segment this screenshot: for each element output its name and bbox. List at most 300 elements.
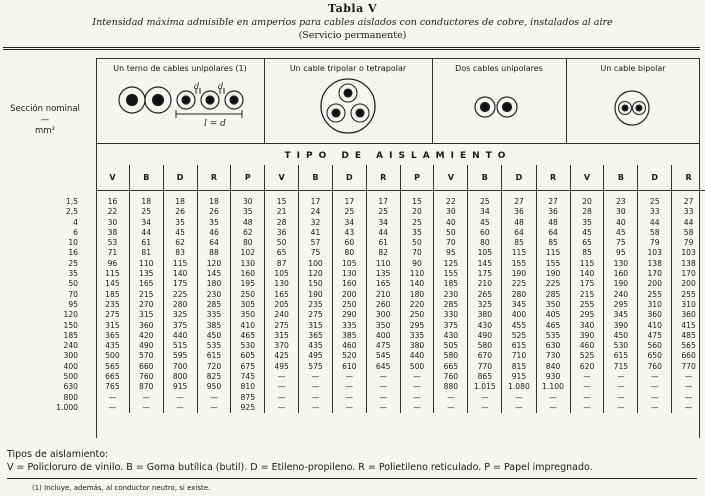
- table-cell: 360: [129, 321, 163, 331]
- terno-cables-icon: [112, 80, 252, 140]
- table-row: [96, 382, 705, 392]
- table-cell: —: [299, 372, 333, 382]
- table-cell: 17: [366, 191, 400, 208]
- table-cell: 50: [265, 238, 299, 248]
- table-cell: 140: [163, 269, 197, 279]
- table-cell: 155: [434, 269, 468, 279]
- column-header: P: [231, 165, 265, 191]
- table-cell: 50: [434, 228, 468, 238]
- table-cell: 20: [400, 207, 434, 217]
- table-cell: 170: [672, 269, 705, 279]
- table-cell: 915: [163, 382, 197, 392]
- table-cell: —: [400, 393, 434, 403]
- table-cell: 24: [299, 207, 333, 217]
- table-cell: 280: [163, 300, 197, 310]
- table-cell: 28: [265, 218, 299, 228]
- table-cell: —: [108, 392, 117, 402]
- table-cell: 315: [299, 321, 333, 331]
- table-cell: 370: [265, 341, 299, 351]
- section-value: 150: [63, 320, 78, 330]
- table-cell: 495: [299, 351, 333, 361]
- table-cell: 200: [638, 279, 672, 289]
- table-cell: 44: [366, 228, 400, 238]
- table-cell: 185: [434, 279, 468, 289]
- tripolar-cable-icon: [318, 76, 378, 136]
- group-sep-1: [264, 58, 265, 143]
- svg-text:d: d: [194, 82, 200, 91]
- table-cell: 300: [366, 310, 400, 320]
- svg-text:l = d: l = d: [204, 119, 226, 129]
- table-cell: 48: [536, 218, 570, 228]
- table-row: [96, 393, 705, 403]
- table-cell: 815: [502, 362, 536, 372]
- table-cell: —: [332, 372, 366, 382]
- table-cell: —: [129, 393, 163, 403]
- table-cell: 48: [502, 218, 536, 228]
- table-cell: 435: [105, 341, 120, 351]
- table-cell: —: [570, 393, 604, 403]
- table-cell: 26: [163, 207, 197, 217]
- table-cell: 720: [197, 362, 231, 372]
- table-cell: 285: [197, 300, 231, 310]
- table-cell: 520: [332, 351, 366, 361]
- table-cell: 410: [231, 321, 265, 331]
- table-cell: 175: [570, 279, 604, 289]
- table-cell: 190: [502, 269, 536, 279]
- table-cell: 57: [299, 238, 333, 248]
- table-cell: 365: [299, 331, 333, 341]
- table-cell: 62: [163, 238, 197, 248]
- table-cell: 295: [400, 321, 434, 331]
- table-cell: 58: [638, 228, 672, 238]
- column-header: R: [366, 165, 400, 191]
- column-header: V: [96, 165, 129, 191]
- table-cell: 130: [265, 279, 299, 289]
- table-cell: 195: [231, 279, 265, 289]
- table-cell: 60: [332, 238, 366, 248]
- table-cell: 490: [129, 341, 163, 351]
- table-cell: 15: [265, 191, 299, 208]
- table-cell: 180: [400, 290, 434, 300]
- table-cell: 460: [570, 341, 604, 351]
- table-cell: 350: [366, 321, 400, 331]
- table-cell: 225: [502, 279, 536, 289]
- table-cell: 715: [604, 362, 638, 372]
- table-cell: 340: [570, 321, 604, 331]
- table-cell: 275: [105, 310, 120, 320]
- table-row: [96, 300, 705, 310]
- table-cell: 35: [197, 218, 231, 228]
- table-cell: 760: [434, 372, 468, 382]
- section-value: 185: [63, 330, 78, 340]
- table-cell: 130: [231, 259, 265, 269]
- table-cell: 430: [468, 321, 502, 331]
- table-cell: 595: [163, 351, 197, 361]
- table-cell: 360: [672, 310, 705, 320]
- table-row: [96, 290, 705, 300]
- table-cell: 65: [265, 248, 299, 258]
- table-cell: 115: [105, 269, 120, 279]
- column-header: B: [299, 165, 333, 191]
- top-rule-double: [3, 49, 700, 50]
- table-cell: 25: [366, 207, 400, 217]
- table-cell: —: [604, 382, 638, 392]
- section-value: 70: [68, 289, 78, 299]
- table-cell: 280: [502, 290, 536, 300]
- table-row: [96, 259, 705, 269]
- table-cell: —: [434, 393, 468, 403]
- table-row: [96, 228, 705, 238]
- table-cell: 400: [366, 331, 400, 341]
- table-cell: 130: [604, 259, 638, 269]
- table-cell: 30: [107, 217, 118, 227]
- table-cell: —: [604, 393, 638, 403]
- table-cell: —: [332, 403, 366, 413]
- table-cell: 875: [231, 393, 265, 403]
- table-cell: 32: [299, 218, 333, 228]
- table-cell: 110: [400, 269, 434, 279]
- column-header: R: [672, 165, 705, 191]
- table-cell: 475: [366, 341, 400, 351]
- table-cell: 16: [107, 197, 118, 206]
- table-cell: —: [265, 382, 299, 392]
- table-cell: 20: [570, 191, 604, 208]
- table-cell: —: [265, 372, 299, 382]
- table-cell: —: [536, 393, 570, 403]
- table-cell: 455: [502, 321, 536, 331]
- table-cell: 315: [265, 331, 299, 341]
- table-row: [96, 372, 705, 382]
- section-value: 10: [68, 238, 78, 248]
- table-cell: —: [299, 393, 333, 403]
- table-cell: 230: [434, 290, 468, 300]
- table-cell: —: [468, 393, 502, 403]
- bipolar-cable-icon: [612, 88, 652, 128]
- table-cell: —: [604, 403, 638, 413]
- table-cell: 36: [265, 228, 299, 238]
- table-cell: 505: [434, 341, 468, 351]
- table-cell: 145: [197, 269, 231, 279]
- table-cell: 64: [197, 238, 231, 248]
- table-cell: 565: [672, 341, 705, 351]
- table-cell: 240: [604, 290, 638, 300]
- table-cell: 380: [468, 310, 502, 320]
- table-cell: 175: [468, 269, 502, 279]
- table-row: [96, 310, 705, 320]
- table-cell: 425: [265, 351, 299, 361]
- table-cell: —: [129, 403, 163, 413]
- table-cell: 36: [502, 207, 536, 217]
- legend-heading: Tipos de aislamiento:: [7, 449, 109, 460]
- section-value: 6: [73, 227, 78, 237]
- table-cell: 220: [400, 300, 434, 310]
- legend-text: V = Policloruro de vinilo. B = Goma butílica (butil). D = Etileno-propileno. R = Polietileno reticulado. P = Papel impregnado.: [7, 462, 593, 473]
- table-cell: 450: [197, 331, 231, 341]
- group-sep-2: [432, 58, 433, 143]
- table-cell: 64: [502, 228, 536, 238]
- table-cell: 865: [468, 372, 502, 382]
- table-row: [96, 191, 705, 208]
- table-cell: 840: [536, 362, 570, 372]
- table-cell: —: [638, 393, 672, 403]
- table-cell: —: [366, 382, 400, 392]
- table-cell: 110: [129, 259, 163, 269]
- table-cell: 485: [672, 331, 705, 341]
- table-cell: 65: [570, 238, 604, 248]
- table-cell: 35: [163, 218, 197, 228]
- table-cell: —: [366, 403, 400, 413]
- table-cell: 530: [604, 341, 638, 351]
- table-cell: 155: [502, 259, 536, 269]
- table-cell: 580: [434, 351, 468, 361]
- table-cell: 100: [299, 259, 333, 269]
- table-row: [96, 321, 705, 331]
- table-cell: 315: [105, 320, 120, 330]
- table-cell: 200: [332, 290, 366, 300]
- table-cell: 160: [231, 269, 265, 279]
- table-cell: 700: [163, 362, 197, 372]
- table-cell: 800: [163, 372, 197, 382]
- table-cell: 70: [434, 238, 468, 248]
- table-row: [96, 269, 705, 279]
- column-header: D: [502, 165, 536, 191]
- column-header: B: [129, 165, 163, 191]
- table-cell: 335: [332, 321, 366, 331]
- table-cell: 250: [231, 290, 265, 300]
- table-cell: 1.100: [536, 382, 570, 392]
- table-cell: 115: [163, 259, 197, 269]
- table-cell: 770: [468, 362, 502, 372]
- table-cell: 225: [163, 290, 197, 300]
- group-label-tripolar: Un cable tripolar o tetrapolar: [289, 64, 407, 73]
- table-cell: —: [672, 393, 705, 403]
- table-cell: 22: [107, 207, 118, 217]
- table-cell: 115: [536, 248, 570, 258]
- table-cell: 80: [468, 238, 502, 248]
- group-label-bipolar: Un cable bipolar: [600, 64, 666, 73]
- table-cell: 180: [197, 279, 231, 289]
- table-cell: 430: [434, 331, 468, 341]
- table-cell: 190: [536, 269, 570, 279]
- table-cell: 285: [536, 290, 570, 300]
- table-cell: 15: [400, 191, 434, 208]
- section-value: 500: [63, 372, 78, 382]
- table-cell: 950: [197, 382, 231, 392]
- table-cell: 110: [366, 259, 400, 269]
- table-cell: 385: [332, 331, 366, 341]
- table-cell: 560: [638, 341, 672, 351]
- table-cell: 770: [672, 362, 705, 372]
- table-cell: 240: [265, 310, 299, 320]
- table-cell: 138: [638, 259, 672, 269]
- column-header: V: [434, 165, 468, 191]
- table-cell: 525: [570, 351, 604, 361]
- group-label-terno: Un terno de cables unipolares (1): [113, 64, 247, 73]
- table-cell: 18: [129, 191, 163, 208]
- column-header: P: [400, 165, 434, 191]
- table-cell: 33: [672, 207, 705, 217]
- table-cell: 305: [231, 300, 265, 310]
- table-cell: 675: [231, 362, 265, 372]
- group-label-dos-unipolares: Dos cables unipolares: [455, 64, 543, 73]
- table-cell: —: [366, 393, 400, 403]
- table-cell: 465: [536, 321, 570, 331]
- table-cell: 81: [129, 248, 163, 258]
- legend: [7, 448, 593, 474]
- table-cell: 36: [536, 207, 570, 217]
- table-cell: 200: [672, 279, 705, 289]
- table-cell: 135: [366, 269, 400, 279]
- table-cell: 235: [299, 300, 333, 310]
- table-cell: 27: [502, 191, 536, 208]
- table-cell: 275: [299, 310, 333, 320]
- table-cell: 61: [129, 238, 163, 248]
- table-row: [96, 238, 705, 248]
- table-cell: 435: [299, 341, 333, 351]
- table-cell: 64: [536, 228, 570, 238]
- column-header: D: [163, 165, 197, 191]
- table-cell: 35: [231, 207, 265, 217]
- table-cell: 660: [129, 362, 163, 372]
- table-cell: 71: [107, 248, 118, 258]
- table-cell: 62: [231, 228, 265, 238]
- table-cell: 575: [299, 362, 333, 372]
- table-cell: 30: [604, 207, 638, 217]
- table-cell: 105: [468, 248, 502, 258]
- table-cell: 615: [604, 351, 638, 361]
- table-cell: 215: [129, 290, 163, 300]
- table-cell: 225: [536, 279, 570, 289]
- svg-text:d: d: [218, 82, 224, 91]
- table-cell: 235: [105, 299, 120, 309]
- table-cell: 44: [129, 228, 163, 238]
- group-sep-3: [566, 58, 567, 143]
- top-rule: [3, 47, 700, 48]
- table-cell: 380: [400, 341, 434, 351]
- table-subtitle: Intensidad máxima admisible en amperios para cables aislados con conductores de cobre, instalados al aire: [92, 17, 613, 28]
- table-cell: —: [672, 382, 705, 392]
- table-cell: 88: [197, 248, 231, 258]
- table-cell: —: [468, 403, 502, 413]
- table-cell: 140: [570, 269, 604, 279]
- table-cell: 34: [332, 218, 366, 228]
- table-cell: —: [163, 403, 197, 413]
- table-cell: 34: [129, 218, 163, 228]
- table-cell: 82: [366, 248, 400, 258]
- table-cell: 275: [265, 321, 299, 331]
- table-cell: —: [672, 403, 705, 413]
- table-cell: 475: [638, 331, 672, 341]
- table-cell: 150: [299, 279, 333, 289]
- table-cell: 46: [197, 228, 231, 238]
- table-row: [96, 248, 705, 258]
- table-cell: 30: [231, 191, 265, 208]
- table-cell: 21: [265, 207, 299, 217]
- footnote-rule: [7, 478, 697, 479]
- table-cell: 17: [299, 191, 333, 208]
- table-cell: —: [570, 382, 604, 392]
- table-cell: 28: [570, 207, 604, 217]
- section-value: 800: [63, 392, 78, 402]
- table-cell: 155: [536, 259, 570, 269]
- section-column: [38, 197, 78, 413]
- table-cell: 250: [400, 310, 434, 320]
- table-cell: 30: [434, 207, 468, 217]
- column-header: B: [468, 165, 502, 191]
- table-cell: 580: [468, 341, 502, 351]
- table-cell: 440: [400, 351, 434, 361]
- section-value: 400: [63, 361, 78, 371]
- table-cell: 190: [299, 290, 333, 300]
- group-divider: [96, 143, 700, 144]
- table-cell: 825: [197, 372, 231, 382]
- table-cell: 33: [638, 207, 672, 217]
- table-row: [96, 331, 705, 341]
- column-header: D: [638, 165, 672, 191]
- tipo-aislamiento-heading: TIPO DE AISLAMIENTO: [284, 151, 512, 161]
- table-cell: —: [638, 382, 672, 392]
- table-cell: 400: [502, 310, 536, 320]
- table-cell: 450: [604, 331, 638, 341]
- table-cell: 515: [163, 341, 197, 351]
- section-value: 1,5: [65, 197, 78, 206]
- section-value: 630: [63, 382, 78, 392]
- table-cell: 85: [570, 248, 604, 258]
- table-cell: 175: [163, 279, 197, 289]
- table-row: [96, 362, 705, 372]
- column-header: B: [604, 165, 638, 191]
- table-cell: 360: [638, 310, 672, 320]
- table-cell: 1.015: [468, 382, 502, 392]
- table-cell: 440: [163, 331, 197, 341]
- table-cell: 260: [366, 300, 400, 310]
- table-cell: 165: [129, 279, 163, 289]
- table-cell: 53: [107, 238, 118, 248]
- table-cell: 79: [638, 238, 672, 248]
- table-cell: 335: [400, 331, 434, 341]
- table-cell: 215: [570, 290, 604, 300]
- table-cell: 120: [197, 259, 231, 269]
- column-header: V: [265, 165, 299, 191]
- table-cell: —: [400, 382, 434, 392]
- table-cell: 45: [604, 228, 638, 238]
- table-cell: —: [604, 372, 638, 382]
- table-cell: 120: [299, 269, 333, 279]
- table-cell: 535: [197, 341, 231, 351]
- table-cell: 50: [400, 238, 434, 248]
- table-cell: 25: [332, 207, 366, 217]
- table-cell: 465: [231, 331, 265, 341]
- table-cell: 1.080: [502, 382, 536, 392]
- table-row: [96, 351, 705, 361]
- table-cell: 390: [604, 321, 638, 331]
- table-cell: 760: [638, 362, 672, 372]
- column-header: D: [332, 165, 366, 191]
- table-cell: 295: [570, 310, 604, 320]
- table-cell: 18: [163, 191, 197, 208]
- table-cell: —: [638, 403, 672, 413]
- table-cell: 410: [638, 321, 672, 331]
- table-cell: —: [502, 403, 536, 413]
- table-cell: 365: [105, 330, 120, 340]
- table-cell: 525: [502, 331, 536, 341]
- table-cell: 630: [536, 341, 570, 351]
- table-cell: 660: [672, 351, 705, 361]
- table-cell: 205: [265, 300, 299, 310]
- table-cell: 165: [265, 290, 299, 300]
- table-cell: —: [299, 403, 333, 413]
- table-cell: 730: [536, 351, 570, 361]
